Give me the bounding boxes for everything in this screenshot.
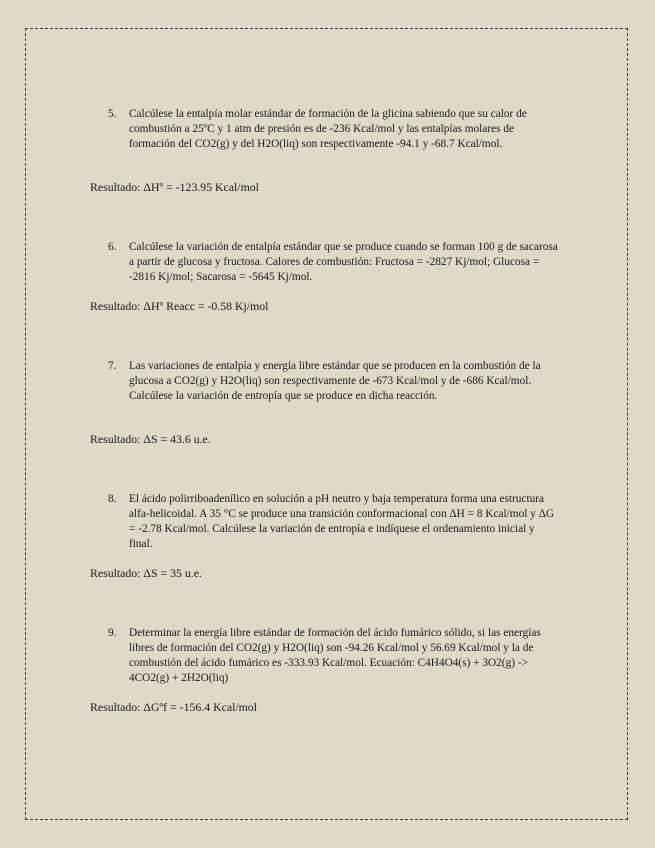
problem-5 xyxy=(108,107,558,152)
problem-7 xyxy=(108,359,558,404)
problem-8 xyxy=(108,492,558,552)
problem-9 xyxy=(108,626,558,686)
problem-6 xyxy=(108,240,558,285)
problem-number: 8. xyxy=(108,493,117,505)
problem-statement: Determinar la energía libre estándar de formación del ácido fumárico sólido, si las energías libres de formación del CO2(g) y H2O(liq) son -94.26 Kcal/mol y 56.69 Kcal/mol y la de combustión del ácido fumárico es -333.93 Kcal/mol. Ecuación: C4H4O4(s) + 3O2(g) -> 4CO2(g) + 2H2O(liq) xyxy=(129,627,541,684)
problem-number: 5. xyxy=(108,108,117,120)
problem-number: 6. xyxy=(108,241,117,253)
result-5: Resultado: ΔHº = -123.95 Kcal/mol xyxy=(90,180,259,194)
result-6: Resultado: ΔHº Reacc = -0.58 Kj/mol xyxy=(90,299,269,313)
problem-number: 7. xyxy=(108,360,117,372)
problem-statement: Calcúlese la entalpía molar estándar de formación de la glicina sabiendo que su calor de combustión a 25ºC y 1 atm de presión es de -236 Kcal/mol y las entalpías molares de formación del CO2(g) y del H2O(liq) son respectivamente -94.1 y -68.7 Kcal/mol. xyxy=(129,108,527,150)
problem-number: 9. xyxy=(108,627,117,639)
result-8: Resultado: ΔS = 35 u.e. xyxy=(90,566,202,580)
problem-statement: Las variaciones de entalpía y energía libre estándar que se producen en la combustión de la glucosa a CO2(g) y H2O(liq) son respectivamente de -673 Kcal/mol y de -686 Kcal/mol. Calcúlese la variación de entropía que se produce en dicha reacción. xyxy=(129,360,541,402)
problem-statement: Calcúlese la variación de entalpía estándar que se produce cuando se forman 100 g de sacarosa a partir de glucosa y fructosa. Calores de combustión: Fructosa = -2827 Kj/mol; Glucosa = -2816 Kj/mol; Sacarosa = -5645 Kj/mol. xyxy=(129,241,558,283)
result-7: Resultado: ΔS = 43.6 u.e. xyxy=(90,432,211,446)
problem-statement: El ácido polirriboadenílico en solución a pH neutro y baja temperatura forma una estructura alfa-helicoidal. A 35 °C se produce una transición conformacional con ΔH = 8 Kcal/mol y ΔG = -2.78 Kcal/mol. Calcúlese la variación de entropía e indíquese el ordenamiento inicial y final. xyxy=(129,493,555,550)
result-9: Resultado: ΔGºf = -156.4 Kcal/mol xyxy=(90,700,257,714)
